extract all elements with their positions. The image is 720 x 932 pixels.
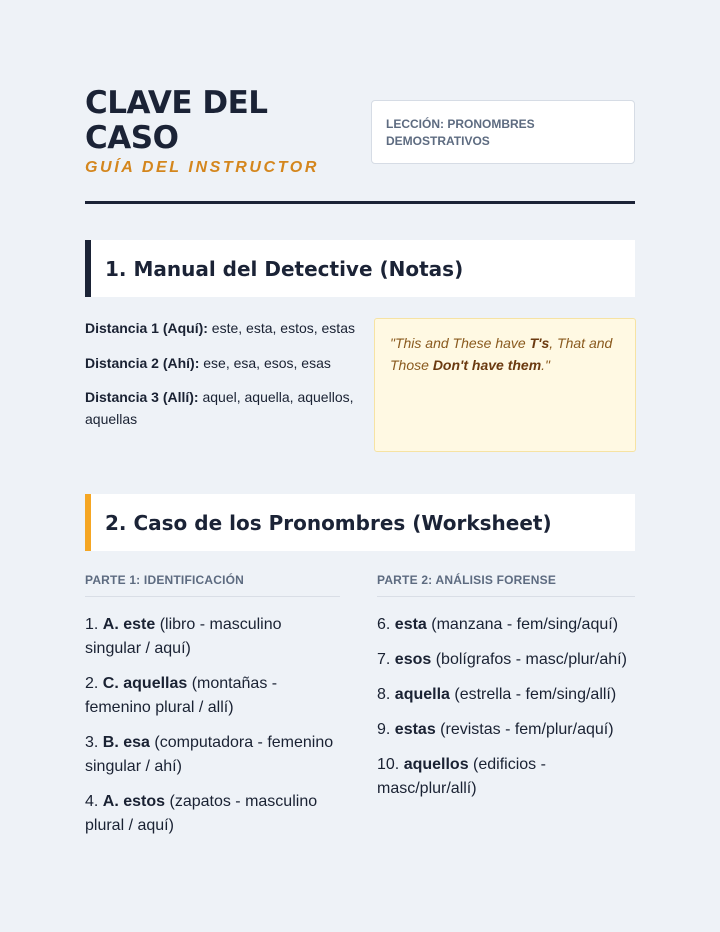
- item-number: 8.: [377, 686, 395, 703]
- mnemonic-text: .": [541, 357, 551, 373]
- item-number: 4.: [85, 793, 103, 810]
- part1-column: [85, 573, 340, 849]
- list-item: [85, 790, 340, 838]
- item-number: 10.: [377, 756, 404, 773]
- mnemonic-emphasis: T's: [529, 335, 550, 351]
- item-detail: (revistas - fem/plur/aquí): [435, 721, 614, 738]
- note-distance-3: [85, 387, 355, 430]
- section-heading-notes: 1. Manual del Detective (Notas): [85, 240, 635, 297]
- note-label: Distancia 3 (Allí):: [85, 389, 199, 405]
- page-subtitle: GUÍA DEL INSTRUCTOR: [85, 159, 320, 176]
- item-detail: (zapatos - masculino plural / aquí): [85, 793, 318, 834]
- item-number: 7.: [377, 651, 395, 668]
- list-item: [377, 753, 635, 801]
- item-answer: aquella: [394, 686, 450, 703]
- list-item: [85, 672, 340, 720]
- part2-label: PARTE 2: ANÁLISIS FORENSE: [377, 573, 635, 597]
- list-item: [377, 613, 635, 637]
- part1-answer-list: [85, 613, 340, 838]
- item-answer: A. este: [102, 616, 156, 633]
- item-answer: esos: [394, 651, 432, 668]
- header-divider: [85, 201, 635, 204]
- part2-answer-list: [377, 613, 635, 801]
- list-item: [85, 613, 340, 661]
- part2-column: [377, 573, 635, 812]
- item-answer: esta: [394, 616, 427, 633]
- page-title: CLAVE DEL CASO: [85, 85, 268, 156]
- item-detail: (bolígrafos - masc/plur/ahí): [431, 651, 627, 668]
- list-item: [377, 718, 635, 742]
- note-text: ese, esa, esos, esas: [199, 354, 331, 371]
- item-answer: C. aquellas: [102, 675, 188, 692]
- item-answer: aquellos: [403, 756, 469, 773]
- item-detail: (estrella - fem/sing/allí): [449, 686, 617, 703]
- list-item: [85, 731, 340, 779]
- item-detail: (montañas - femenino plural / allí): [85, 675, 278, 716]
- lesson-badge: LECCIÓN: PRONOMBRES DEMOSTRATIVOS: [371, 100, 635, 164]
- item-number: 3.: [85, 734, 103, 751]
- item-number: 9.: [377, 721, 395, 738]
- mnemonic-emphasis: Don't have them: [432, 357, 542, 373]
- part1-label: PARTE 1: IDENTIFICACIÓN: [85, 573, 340, 597]
- item-detail: (manzana - fem/sing/aquí): [426, 616, 619, 633]
- mnemonic-text: , That and Those: [390, 335, 613, 373]
- item-number: 6.: [377, 616, 395, 633]
- item-detail: (edificios - masc/plur/allí): [377, 756, 546, 797]
- item-detail: (libro - masculino singular / aquí): [85, 616, 282, 657]
- section-heading-worksheet: 2. Caso de los Pronombres (Worksheet): [85, 494, 635, 551]
- note-text: aquel, aquella, aquellos, aquellas: [85, 389, 354, 427]
- item-answer: estas: [394, 721, 436, 738]
- note-label: Distancia 2 (Ahí):: [85, 354, 200, 371]
- mnemonic-callout: [374, 318, 636, 452]
- note-label: Distancia 1 (Aquí):: [85, 320, 208, 336]
- note-text: este, esta, estos, estas: [207, 320, 355, 336]
- item-answer: A. estos: [102, 793, 166, 810]
- item-detail: (computadora - femenino singular / ahí): [85, 734, 334, 775]
- item-number: 2.: [85, 675, 103, 692]
- list-item: [377, 648, 635, 672]
- note-distance-1: [85, 318, 355, 340]
- note-distance-2: [85, 353, 355, 375]
- item-answer: B. esa: [102, 734, 150, 751]
- item-number: 1.: [85, 616, 103, 633]
- detective-notes: [85, 318, 355, 443]
- mnemonic-text: "This and These have: [390, 335, 530, 351]
- list-item: [377, 683, 635, 707]
